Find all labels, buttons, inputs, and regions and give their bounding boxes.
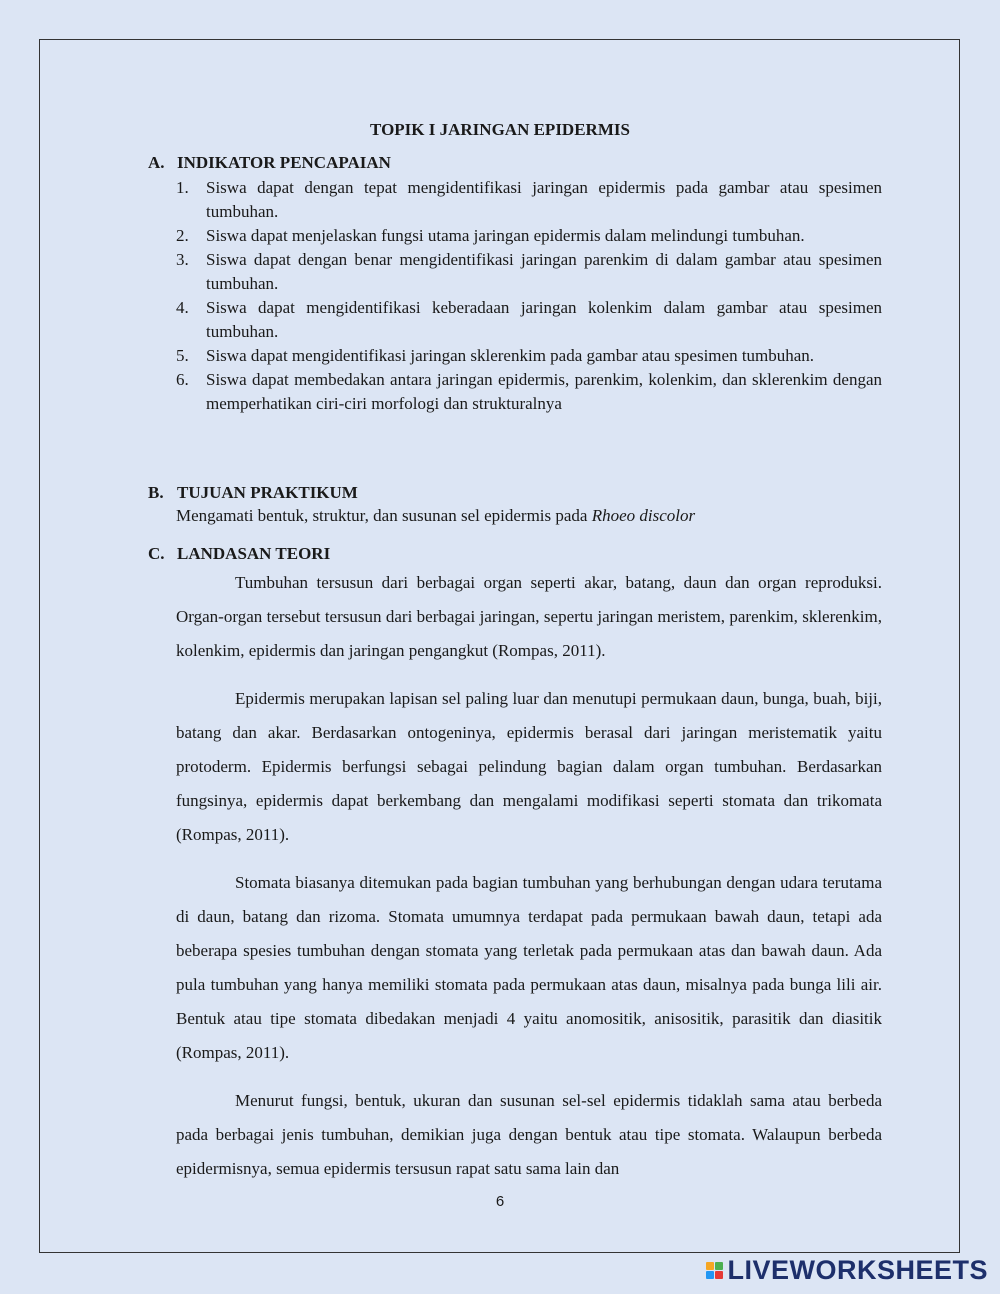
theory-paragraph: Menurut fungsi, bentuk, ukuran dan susunan sel-sel epidermis tidaklah sama atau berbeda pada berbagai jenis tumbuhan, demikian juga dengan bentuk atau tipe stomata. Walaupun berbeda epidermisnya, semua epidermis tersusun rapat satu sama lain dan	[176, 1091, 882, 1178]
list-item-number: 5.	[176, 346, 189, 365]
list-item-number: 1.	[176, 178, 189, 197]
list-item-text: Siswa dapat dengan tepat mengidentifikasi jaringan epidermis pada gambar atau spesimen tumbuhan.	[206, 178, 882, 221]
list-item-text: Siswa dapat mengidentifikasi jaringan sklerenkim pada gambar atau spesimen tumbuhan.	[206, 346, 815, 365]
list-item-text: Siswa dapat mengidentifikasi keberadaan jaringan kolenkim dalam gambar atau spesimen tumbuhan.	[206, 298, 882, 341]
section-b-heading	[148, 483, 358, 503]
section-a-heading	[148, 153, 391, 173]
list-item-number: 6.	[176, 370, 189, 389]
section-b-letter: B.	[148, 483, 164, 502]
indicator-list	[176, 176, 882, 416]
tujuan-sentence: Mengamati bentuk, struktur, dan susunan sel epidermis pada	[176, 506, 592, 525]
document-title: TOPIK I JARINGAN EPIDERMIS	[370, 120, 630, 139]
list-item-number: 4.	[176, 298, 189, 317]
section-c-heading	[148, 544, 330, 564]
list-item-text: Siswa dapat dengan benar mengidentifikasi jaringan parenkim di dalam gambar atau spesimen tumbuhan.	[206, 250, 882, 293]
list-item	[176, 344, 882, 368]
list-item-number: 2.	[176, 226, 189, 245]
list-item	[176, 224, 882, 248]
section-a-letter: A.	[148, 153, 165, 172]
species-name: Rhoeo discolor	[591, 506, 696, 525]
list-item	[176, 176, 882, 224]
list-item-number: 3.	[176, 250, 189, 269]
section-c-title: LANDASAN TEORI	[177, 544, 331, 563]
list-item-text: Siswa dapat membedakan antara jaringan epidermis, parenkim, kolenkim, dan sklerenkim dengan memperhatikan ciri-ciri morfologi dan strukturalnya	[206, 370, 882, 413]
section-a-title: INDIKATOR PENCAPAIAN	[177, 153, 391, 172]
list-item-text: Siswa dapat menjelaskan fungsi utama jaringan epidermis dalam melindungi tumbuhan.	[206, 226, 805, 245]
section-c-letter: C.	[148, 544, 165, 563]
tujuan-text	[176, 506, 695, 526]
section-b-title: TUJUAN PRAKTIKUM	[177, 483, 358, 502]
list-item	[176, 296, 882, 344]
theory-paragraph: Stomata biasanya ditemukan pada bagian tumbuhan yang berhubungan dengan udara terutama di daun, batang dan rizoma. Stomata umumnya terdapat pada permukaan bawah daun, tetapi ada beberapa spesies tumbuhan dengan stomata yang terletak pada permukaan atas dan bawah daun. Ada pula tumbuhan yang hanya memiliki stomata pada permukaan atas daun, misalnya pada bunga lili air. Bentuk atau tipe stomata dibedakan menjadi 4 yaitu anomositik, anisositik, parasitik dan diasitik (Rompas, 2011).	[176, 873, 882, 1062]
page-number: 6	[495, 1193, 505, 1210]
theory-body	[176, 566, 882, 1200]
liveworksheets-logo-icon	[706, 1262, 723, 1279]
liveworksheets-brand[interactable]	[706, 1255, 988, 1286]
brand-name: LIVEWORKSHEETS	[727, 1255, 988, 1285]
theory-paragraph: Tumbuhan tersusun dari berbagai organ seperti akar, batang, daun dan organ reproduksi. Organ-organ tersebut tersusun dari berbagai jaringan, sepertu jaringan meristem, parenkim, sklerenkim, kolenkim, epidermis dan jaringan pengangkut (Rompas, 2011).	[176, 573, 882, 660]
list-item	[176, 248, 882, 296]
theory-paragraph: Epidermis merupakan lapisan sel paling luar dan menutupi permukaan daun, bunga, buah, biji, batang dan akar. Berdasarkan ontogeninya, epidermis berasal dari jaringan meristematik yaitu protoderm. Epidermis berfungsi sebagai pelindung bagian dalam organ tumbuhan. Berdasarkan fungsinya, epidermis dapat berkembang dan mengalami modifikasi seperti stomata dan trikomata (Rompas, 2011).	[176, 689, 882, 844]
list-item	[176, 368, 882, 416]
